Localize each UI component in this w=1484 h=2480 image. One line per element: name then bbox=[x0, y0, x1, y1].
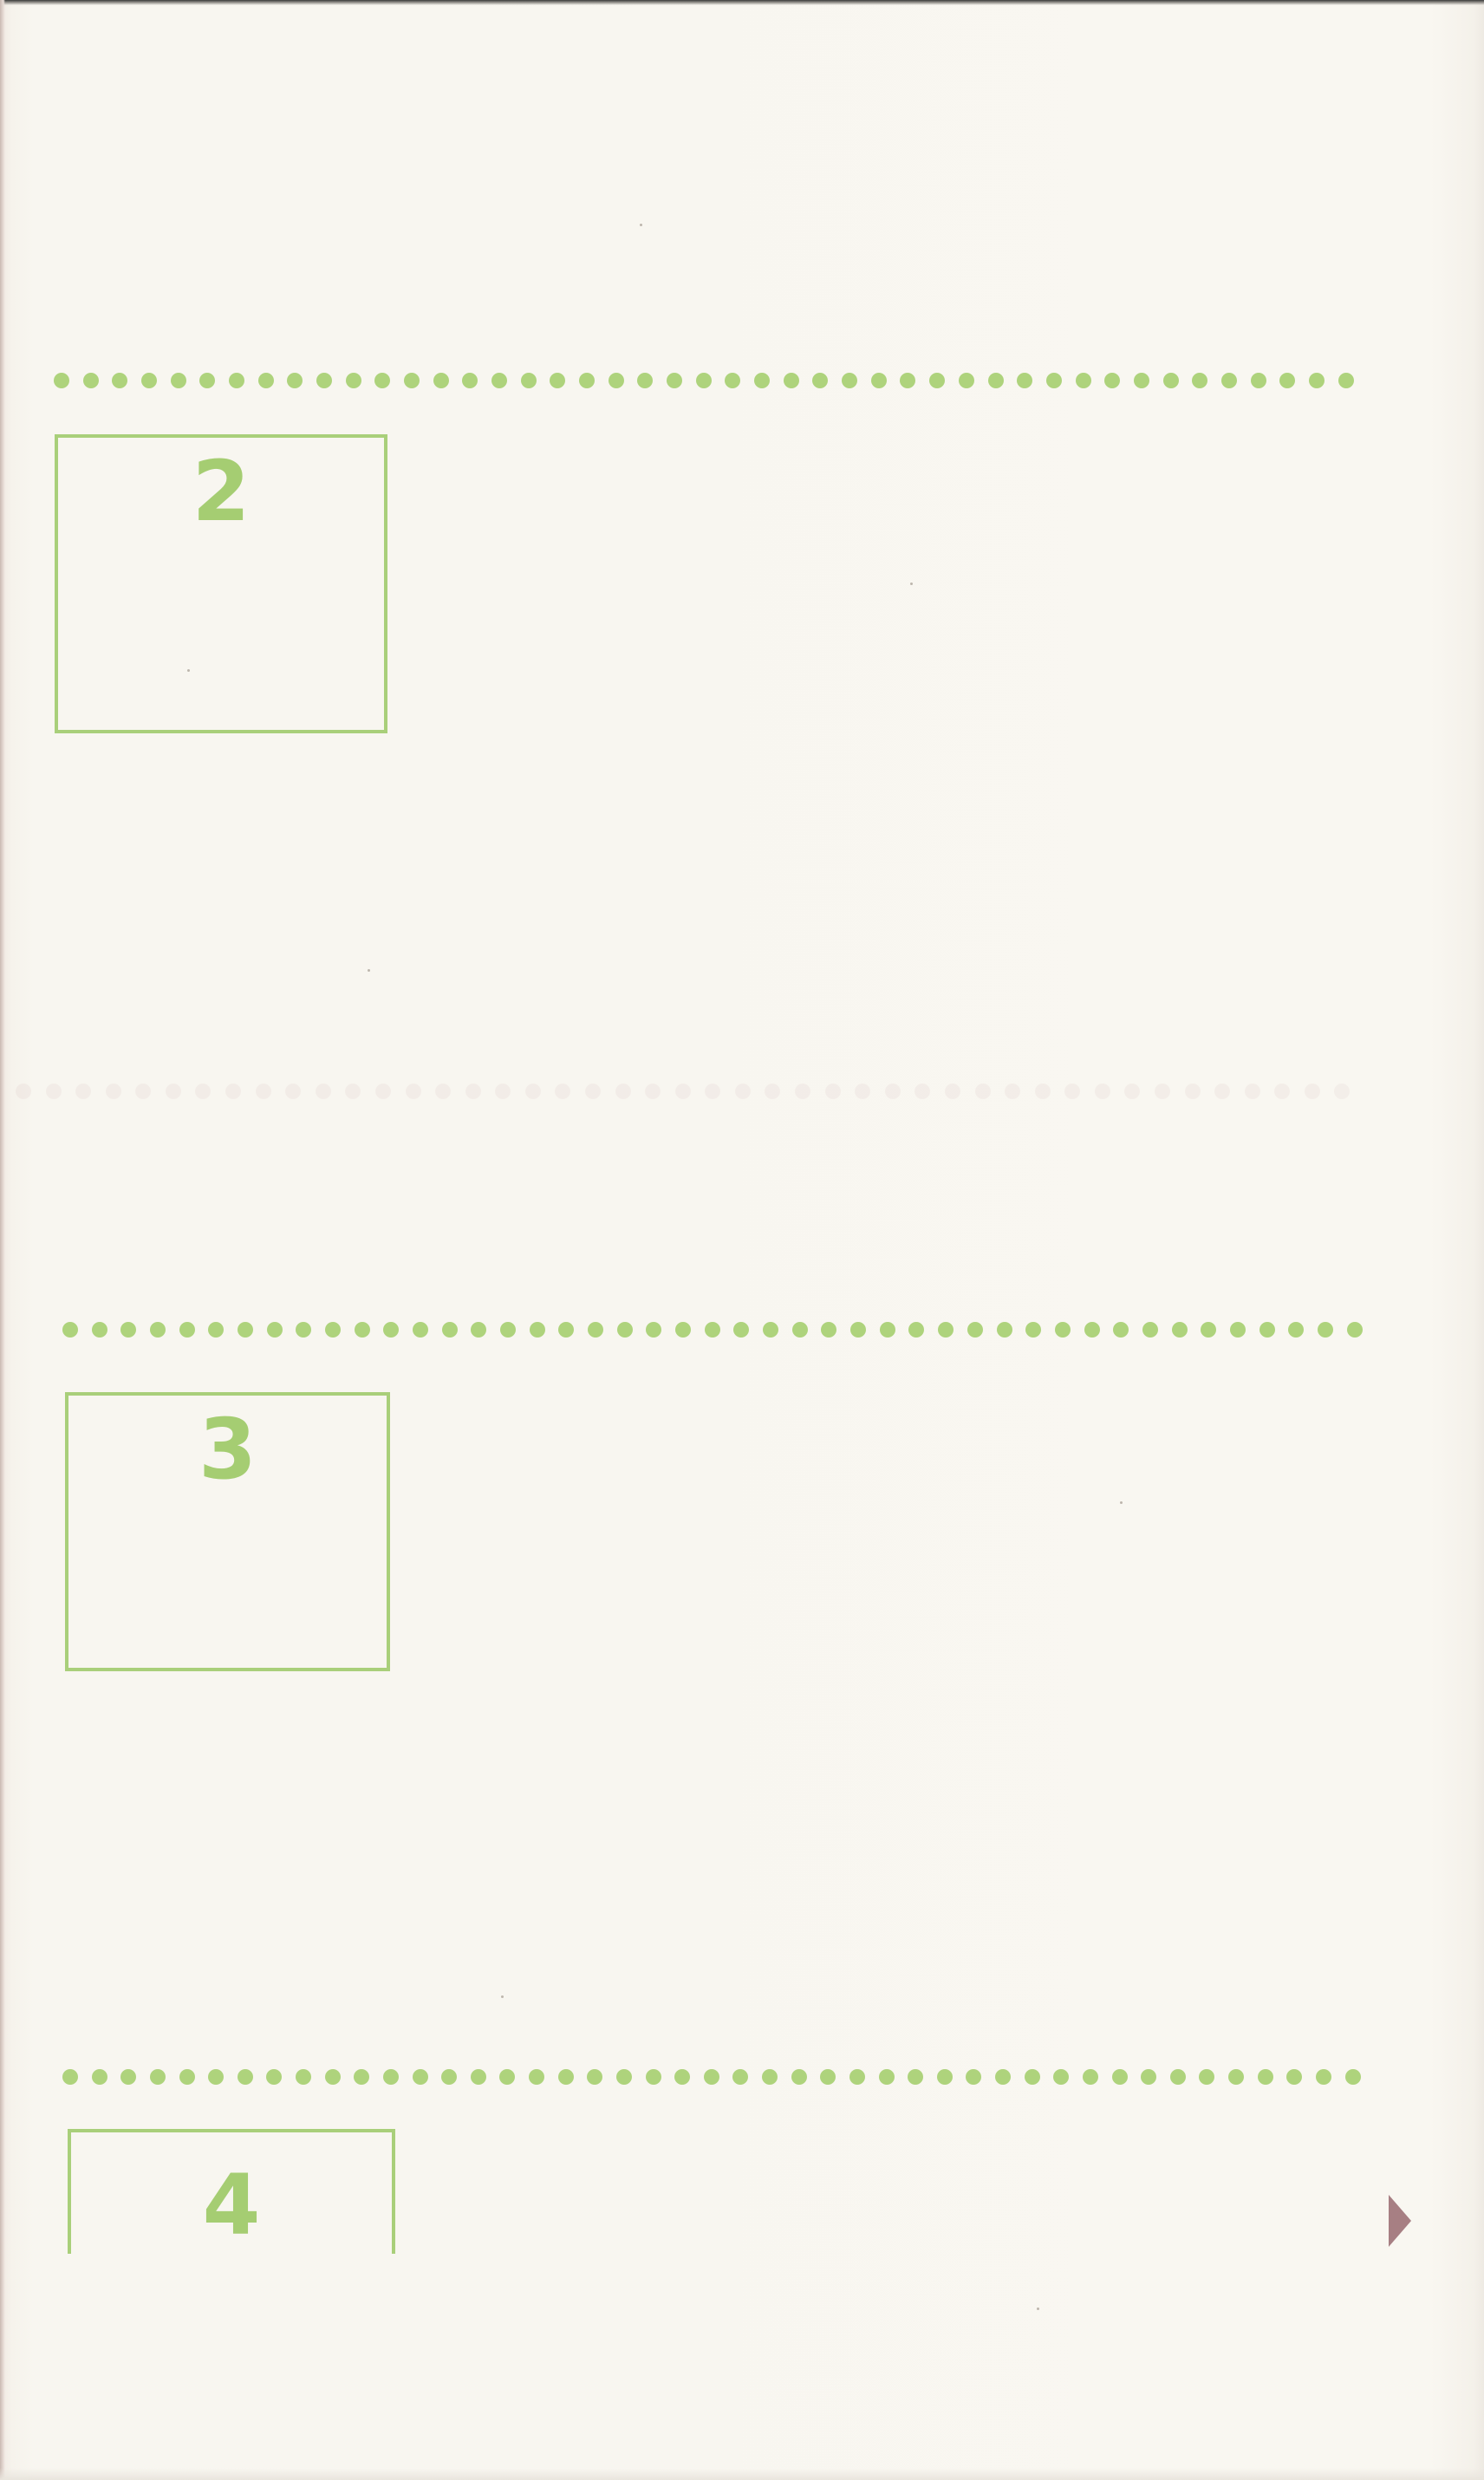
divider-dot bbox=[1230, 1322, 1246, 1338]
divider-dot bbox=[238, 2069, 253, 2085]
divider-dot bbox=[1170, 2069, 1186, 2085]
show-through-dot bbox=[1005, 1084, 1020, 1099]
divider-dot bbox=[704, 2069, 719, 2085]
show-through-dot bbox=[945, 1084, 960, 1099]
divider-dot bbox=[112, 373, 127, 388]
divider-dot bbox=[442, 1322, 458, 1338]
section-number-4: 4 bbox=[202, 2157, 261, 2254]
divider-dot bbox=[316, 373, 332, 388]
show-through-dot bbox=[585, 1084, 601, 1099]
show-through-dot bbox=[1155, 1084, 1170, 1099]
divider-dot bbox=[725, 373, 740, 388]
divider-dot bbox=[171, 373, 186, 388]
divider-dot bbox=[705, 1322, 720, 1338]
show-through-dot bbox=[435, 1084, 451, 1099]
divider-dot bbox=[900, 373, 915, 388]
show-through-dot bbox=[16, 1084, 31, 1099]
divider-dot bbox=[150, 2069, 166, 2085]
divider-dot bbox=[617, 1322, 633, 1338]
divider-dot bbox=[988, 373, 1004, 388]
divider-dot bbox=[1046, 373, 1062, 388]
divider-dot bbox=[558, 1322, 574, 1338]
divider-dot bbox=[1345, 2069, 1361, 2085]
divider-dot bbox=[92, 1322, 107, 1338]
divider-dot bbox=[92, 2069, 107, 2085]
divider-dot bbox=[908, 2069, 923, 2085]
divider-dot bbox=[1104, 373, 1120, 388]
show-through-dot bbox=[1334, 1084, 1350, 1099]
divider-dot bbox=[1221, 373, 1237, 388]
divider-dot bbox=[1172, 1322, 1188, 1338]
divider-dot bbox=[258, 373, 274, 388]
divider-dot bbox=[346, 373, 361, 388]
show-through-dot bbox=[1124, 1084, 1140, 1099]
divider-dot bbox=[1053, 2069, 1069, 2085]
divider-dot bbox=[499, 2069, 515, 2085]
divider-dot bbox=[325, 1322, 341, 1338]
divider-dot bbox=[120, 2069, 136, 2085]
divider-dot bbox=[1141, 2069, 1156, 2085]
divider-dot bbox=[675, 1322, 691, 1338]
divider-dot bbox=[558, 2069, 574, 2085]
divider-dot bbox=[1083, 2069, 1098, 2085]
divider-dot bbox=[296, 2069, 311, 2085]
divider-dot bbox=[792, 1322, 808, 1338]
show-through-dot bbox=[1095, 1084, 1110, 1099]
divider-dot bbox=[1025, 2069, 1040, 2085]
page-top-edge bbox=[0, 0, 1484, 5]
show-through-dot bbox=[285, 1084, 301, 1099]
divider-dot bbox=[1192, 373, 1207, 388]
divider-dot bbox=[1084, 1322, 1100, 1338]
show-through-dot bbox=[645, 1084, 661, 1099]
show-through-dot bbox=[855, 1084, 870, 1099]
show-through-dot bbox=[1305, 1084, 1320, 1099]
show-through-dot bbox=[225, 1084, 241, 1099]
paper-speck bbox=[501, 1995, 504, 1998]
divider-dot bbox=[150, 1322, 166, 1338]
divider-dot bbox=[179, 2069, 195, 2085]
divider-dot bbox=[208, 2069, 224, 2085]
show-through-dot bbox=[765, 1084, 780, 1099]
paper-speck bbox=[640, 224, 642, 226]
divider-dot bbox=[929, 373, 945, 388]
divider-dot bbox=[491, 373, 507, 388]
divider-dot bbox=[1134, 373, 1149, 388]
show-through-dot bbox=[975, 1084, 991, 1099]
divider-dot bbox=[1017, 373, 1032, 388]
divider-dot bbox=[296, 1322, 311, 1338]
divider-dot bbox=[238, 1322, 253, 1338]
section-number-2: 2 bbox=[192, 443, 251, 540]
divider-dot bbox=[1076, 373, 1091, 388]
show-through-dot bbox=[256, 1084, 271, 1099]
divider-dot bbox=[413, 1322, 428, 1338]
show-through-dot bbox=[795, 1084, 810, 1099]
divider-dot bbox=[967, 1322, 983, 1338]
show-through-dot bbox=[675, 1084, 691, 1099]
show-through-dot bbox=[1214, 1084, 1230, 1099]
divider-dot bbox=[325, 2069, 341, 2085]
divider-dot bbox=[937, 2069, 953, 2085]
divider-dot bbox=[287, 373, 303, 388]
divider-dot bbox=[120, 1322, 136, 1338]
section-number-box-3 bbox=[65, 1392, 390, 1671]
paper-speck bbox=[1037, 2308, 1039, 2310]
divider-dot bbox=[383, 2069, 399, 2085]
show-through-dot bbox=[1064, 1084, 1080, 1099]
divider-dot bbox=[1259, 1322, 1275, 1338]
show-through-dot bbox=[106, 1084, 121, 1099]
divider-dot bbox=[462, 373, 478, 388]
show-through-dot bbox=[75, 1084, 91, 1099]
divider-dot bbox=[674, 2069, 690, 2085]
show-through-dot bbox=[735, 1084, 751, 1099]
divider-dot bbox=[908, 1322, 924, 1338]
show-through-dot bbox=[885, 1084, 901, 1099]
show-through-dot bbox=[465, 1084, 481, 1099]
divider-dot bbox=[1113, 1322, 1129, 1338]
divider-dot bbox=[579, 373, 595, 388]
divider-dot bbox=[587, 2069, 602, 2085]
divider-dot bbox=[62, 1322, 78, 1338]
dotted-divider-section-4 bbox=[62, 2067, 1361, 2086]
divider-dot bbox=[646, 1322, 661, 1338]
show-through-dot bbox=[135, 1084, 151, 1099]
divider-dot bbox=[850, 1322, 866, 1338]
divider-dot bbox=[616, 2069, 632, 2085]
section-number-box-2 bbox=[55, 434, 387, 733]
show-through-dot bbox=[525, 1084, 541, 1099]
paper-speck bbox=[1120, 1501, 1123, 1504]
divider-dot bbox=[732, 2069, 748, 2085]
divider-dot bbox=[733, 1322, 749, 1338]
divider-dot bbox=[179, 1322, 195, 1338]
divider-dot bbox=[754, 373, 770, 388]
divider-dot bbox=[791, 2069, 807, 2085]
show-through-dot bbox=[615, 1084, 631, 1099]
divider-dot bbox=[1055, 1322, 1071, 1338]
divider-dot bbox=[141, 373, 157, 388]
show-through-dot bbox=[825, 1084, 841, 1099]
divider-dot bbox=[820, 2069, 836, 2085]
show-through-dot bbox=[555, 1084, 570, 1099]
divider-dot bbox=[354, 2069, 369, 2085]
divider-dot bbox=[1199, 2069, 1214, 2085]
paper-speck bbox=[910, 583, 913, 585]
divider-dot bbox=[995, 2069, 1011, 2085]
divider-dot bbox=[1347, 1322, 1363, 1338]
divider-dot bbox=[646, 2069, 661, 2085]
show-through-dot bbox=[46, 1084, 62, 1099]
section-number-box-4 bbox=[68, 2129, 395, 2254]
divider-dot bbox=[229, 373, 244, 388]
show-through-dot bbox=[406, 1084, 421, 1099]
divider-dot bbox=[879, 2069, 895, 2085]
dotted-divider-section-3 bbox=[62, 1320, 1363, 1339]
divider-dot bbox=[812, 373, 828, 388]
divider-dot bbox=[1228, 2069, 1244, 2085]
page-bottom-edge bbox=[0, 2468, 1484, 2480]
divider-dot bbox=[997, 1322, 1012, 1338]
divider-dot bbox=[763, 1322, 778, 1338]
divider-dot bbox=[530, 1322, 545, 1338]
divider-dot bbox=[500, 1322, 516, 1338]
dotted-divider-section-2 bbox=[54, 371, 1354, 390]
show-through-dot bbox=[195, 1084, 211, 1099]
divider-dot bbox=[637, 373, 653, 388]
divider-dot bbox=[842, 373, 857, 388]
divider-dot bbox=[1112, 2069, 1128, 2085]
divider-dot bbox=[880, 1322, 895, 1338]
divider-dot bbox=[1251, 373, 1266, 388]
divider-dot bbox=[1258, 2069, 1273, 2085]
divider-dot bbox=[267, 1322, 283, 1338]
next-page-arrow-icon[interactable] bbox=[1389, 2195, 1411, 2247]
divider-dot bbox=[938, 1322, 954, 1338]
show-through-dot bbox=[914, 1084, 930, 1099]
divider-dot bbox=[441, 2069, 457, 2085]
divider-dot bbox=[1309, 373, 1325, 388]
divider-dot bbox=[1025, 1322, 1041, 1338]
divider-dot bbox=[433, 373, 449, 388]
divider-dot bbox=[83, 373, 99, 388]
divider-dot bbox=[521, 373, 537, 388]
divider-dot bbox=[1142, 1322, 1158, 1338]
divider-dot bbox=[588, 1322, 603, 1338]
divider-dot bbox=[1201, 1322, 1216, 1338]
divider-dot bbox=[1318, 1322, 1333, 1338]
paper-speck bbox=[368, 969, 370, 972]
divider-dot bbox=[355, 1322, 370, 1338]
show-through-dot bbox=[495, 1084, 511, 1099]
show-through-dot bbox=[705, 1084, 720, 1099]
divider-dot bbox=[550, 373, 565, 388]
show-through-dot bbox=[1035, 1084, 1051, 1099]
show-through-dot bbox=[1185, 1084, 1201, 1099]
paper-speck bbox=[187, 669, 190, 672]
section-number-3: 3 bbox=[199, 1401, 257, 1498]
divider-dot bbox=[471, 1322, 486, 1338]
divider-dot bbox=[762, 2069, 778, 2085]
show-through-divider bbox=[16, 1082, 1351, 1101]
show-through-dot bbox=[345, 1084, 361, 1099]
divider-dot bbox=[966, 2069, 981, 2085]
divider-dot bbox=[208, 1322, 224, 1338]
divider-dot bbox=[54, 373, 69, 388]
divider-dot bbox=[1163, 373, 1179, 388]
show-through-dot bbox=[316, 1084, 331, 1099]
show-through-dot bbox=[1245, 1084, 1260, 1099]
divider-dot bbox=[1338, 373, 1354, 388]
divider-dot bbox=[471, 2069, 486, 2085]
divider-dot bbox=[62, 2069, 78, 2085]
show-through-dot bbox=[1274, 1084, 1290, 1099]
page-binding-edge bbox=[0, 0, 5, 2480]
show-through-dot bbox=[375, 1084, 391, 1099]
divider-dot bbox=[784, 373, 799, 388]
divider-dot bbox=[696, 373, 712, 388]
divider-dot bbox=[374, 373, 390, 388]
show-through-dot bbox=[166, 1084, 181, 1099]
divider-dot bbox=[404, 373, 420, 388]
divider-dot bbox=[959, 373, 974, 388]
divider-dot bbox=[1279, 373, 1295, 388]
divider-dot bbox=[821, 1322, 836, 1338]
divider-dot bbox=[529, 2069, 544, 2085]
divider-dot bbox=[199, 373, 215, 388]
divider-dot bbox=[1288, 1322, 1304, 1338]
divider-dot bbox=[1316, 2069, 1331, 2085]
divider-dot bbox=[609, 373, 624, 388]
divider-dot bbox=[1286, 2069, 1302, 2085]
divider-dot bbox=[667, 373, 682, 388]
divider-dot bbox=[266, 2069, 282, 2085]
divider-dot bbox=[413, 2069, 428, 2085]
divider-dot bbox=[871, 373, 887, 388]
divider-dot bbox=[383, 1322, 399, 1338]
divider-dot bbox=[849, 2069, 865, 2085]
